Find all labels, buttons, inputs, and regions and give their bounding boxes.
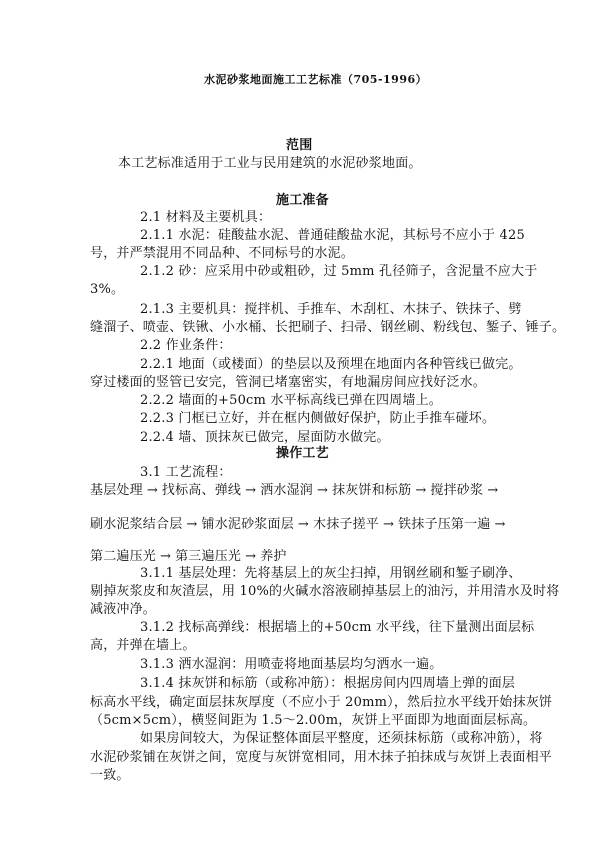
prep-line: 3%。	[90, 282, 125, 297]
flow-step: 第二遍压光	[90, 549, 157, 564]
prep-line: 2.1.2 砂：应采用中砂或粗砂，过 5mm 孔径筛子，含泥量不应大于	[140, 264, 538, 279]
prep-line: 2.1.1 水泥：硅酸盐水泥、普通硅酸盐水泥，其标号不应小于 425	[140, 228, 525, 243]
prep-line: 2.2 作业条件：	[140, 338, 232, 353]
flow-step: 抹灰饼和标筋	[332, 483, 412, 498]
flow-step: 铁抹子压第一遍	[398, 517, 491, 532]
arrow-right-icon: →	[245, 483, 257, 498]
flow-step: 洒水湿润	[260, 483, 314, 498]
prep-line: 缝溜子、喷壶、铁锹、小水桶、长把刷子、扫帚、钢丝刷、粉线包、錾子、锤子。	[90, 320, 566, 335]
flow-step: 木抹子搓平	[313, 517, 380, 532]
ops-heading: 操作工艺	[276, 446, 329, 461]
ops-line: 减液冲净。	[90, 602, 157, 617]
prep-line: 2.1.3 主要机具：搅拌机、手推车、木刮杠、木抹子、铁抹子、劈	[140, 302, 522, 317]
prep-line: 穿过楼面的竖管已安完，管洞已堵塞密实，有地漏房间应找好泛水。	[90, 375, 487, 390]
flow-row-3	[90, 549, 287, 565]
arrow-right-icon: →	[317, 483, 329, 498]
prep-line: 2.2.1 地面（或楼面）的垫层以及预埋在地面内各种管线已做完。	[140, 357, 522, 372]
ops-line: 一致。	[90, 768, 130, 783]
flow-row-1	[90, 483, 502, 499]
prep-line: 2.2.4 墙、顶抹灰已做完，屋面防水做完。	[140, 430, 390, 445]
flow-row-2	[90, 517, 510, 533]
arrow-right-icon: →	[245, 549, 257, 564]
ops-line: （5cm×5cm），横竖间距为 1.5～2.00m，灰饼上平面即为地面面层标高。	[90, 713, 537, 728]
arrow-right-icon: →	[160, 549, 172, 564]
ops-line: 水泥砂浆铺在灰饼之间，宽度与灰饼宽相同，用木抹子拍抹成与灰饼上表面相平	[90, 750, 553, 765]
flow-step: 基层处理	[90, 483, 143, 498]
ops-line: 剔掉灰浆皮和灰渣层，用 10%的火碱水溶液刷掉基层上的油污，并用清水及时将	[90, 584, 560, 599]
prep-heading: 施工准备	[276, 193, 329, 208]
ops-line: 如果房间较大，为保证整体面层平整度，还须抹标筋（或称冲筋），将	[140, 731, 543, 746]
ops-line: 标高水平线，确定面层抹灰厚度（不应小于 20mm），然后拉水平线开始抹灰饼	[90, 695, 553, 710]
arrow-right-icon: →	[383, 517, 395, 532]
prep-line: 2.2.2 墙面的+50cm 水平标高线已弹在四周墙上。	[140, 393, 442, 408]
ops-line: 3.1.2 找标高弹线：根据墙上的+50cm 水平线，往下量测出面层标	[140, 620, 535, 635]
prep-line: 2.1 材料及主要机具：	[140, 210, 272, 225]
prep-line: 2.2.3 门框已立好，并在框内侧做好保护，防止手推车碰坏。	[140, 411, 496, 426]
flow-step: 刷水泥浆结合层	[90, 517, 183, 532]
flow-step: 铺水泥砂浆面层	[201, 517, 294, 532]
arrow-right-icon: →	[146, 483, 158, 498]
arrow-right-icon: →	[494, 517, 506, 532]
flow-label: 3.1 工艺流程：	[140, 465, 232, 480]
flow-step: 第三遍压光	[175, 549, 242, 564]
arrow-right-icon: →	[297, 517, 309, 532]
ops-line: 高，并弹在墙上。	[90, 638, 196, 653]
flow-step: 找标高、弹线	[161, 483, 242, 498]
arrow-right-icon: →	[186, 517, 198, 532]
document-title: 水泥砂浆地面施工工艺标准（705-1996）	[204, 73, 428, 86]
ops-line: 3.1.4 抹灰饼和标筋（或称冲筋）：根据房间内四周墙上弹的面层	[140, 676, 516, 691]
prep-line: 号，并严禁混用不同品种、不同标号的水泥。	[90, 246, 355, 261]
arrow-right-icon: →	[487, 483, 499, 498]
scope-heading: 范围	[286, 138, 313, 153]
flow-step: 搅拌砂浆	[430, 483, 484, 498]
flow-step: 养护	[260, 549, 287, 564]
arrow-right-icon: →	[415, 483, 427, 498]
scope-text: 本工艺标准适用于工业与民用建筑的水泥砂浆地面。	[118, 156, 422, 171]
ops-line: 3.1.1 基层处理：先将基层上的灰尘扫掉，用钢丝刷和錾子刷净、	[140, 566, 522, 581]
ops-line: 3.1.3 洒水湿润：用喷壶将地面基层均匀洒水一遍。	[140, 657, 443, 672]
